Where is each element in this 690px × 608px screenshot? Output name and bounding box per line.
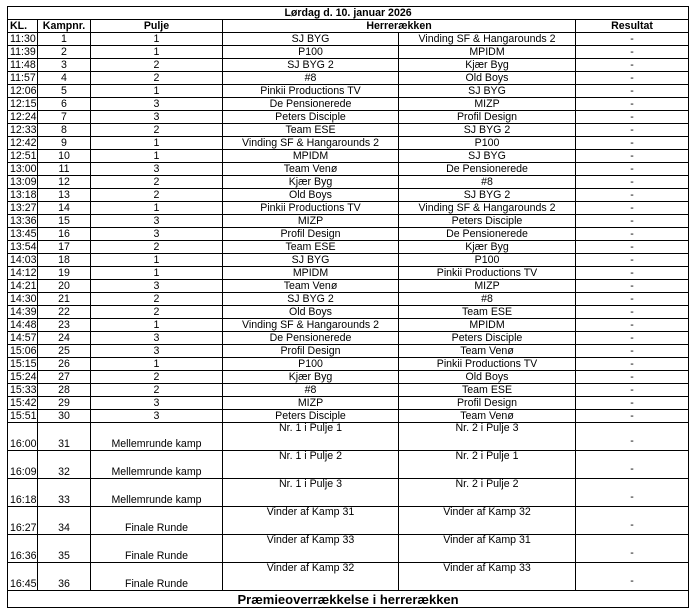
match-pool: 3	[91, 163, 223, 176]
match-result: -	[576, 163, 689, 176]
table-row	[8, 384, 689, 397]
home-team: Pinkii Productions TV	[223, 202, 399, 215]
match-pool: 2	[91, 371, 223, 384]
match-number: 36	[38, 563, 91, 591]
match-time: 13:09	[8, 176, 38, 189]
away-team: Old Boys	[399, 371, 576, 384]
table-row	[8, 176, 689, 189]
match-pool: 1	[91, 319, 223, 332]
match-pool: 2	[91, 124, 223, 137]
match-number: 13	[38, 189, 91, 202]
match-result: -	[576, 293, 689, 306]
home-team: Kjær Byg	[223, 371, 399, 384]
table-row	[8, 397, 689, 410]
home-team: #8	[223, 384, 399, 397]
match-result: -	[576, 451, 689, 479]
match-pool: 3	[91, 215, 223, 228]
match-time: 16:36	[8, 535, 38, 563]
match-pool: 3	[91, 410, 223, 423]
away-team: #8	[399, 176, 576, 189]
home-team: Nr. 1 i Pulje 2	[223, 451, 399, 479]
home-team: Vinding SF & Hangarounds 2	[223, 319, 399, 332]
table-row	[8, 293, 689, 306]
table-row	[8, 306, 689, 319]
match-pool: 3	[91, 98, 223, 111]
table-row	[8, 319, 689, 332]
match-result: -	[576, 358, 689, 371]
match-number: 10	[38, 150, 91, 163]
header-row	[8, 20, 689, 33]
away-team: SJ BYG	[399, 85, 576, 98]
match-time: 14:57	[8, 332, 38, 345]
home-team: Profil Design	[223, 228, 399, 241]
footer-row	[8, 591, 689, 608]
match-result: -	[576, 46, 689, 59]
away-team: P100	[399, 254, 576, 267]
match-time: 12:42	[8, 137, 38, 150]
home-team: Team ESE	[223, 124, 399, 137]
home-team: Old Boys	[223, 306, 399, 319]
match-result: -	[576, 319, 689, 332]
match-pool: 3	[91, 345, 223, 358]
match-number: 25	[38, 345, 91, 358]
match-pool: 1	[91, 254, 223, 267]
match-pool: 1	[91, 150, 223, 163]
col-header-division: Herrerækken	[223, 20, 576, 33]
home-team: Team Venø	[223, 280, 399, 293]
match-time: 15:33	[8, 384, 38, 397]
away-team: SJ BYG 2	[399, 124, 576, 137]
match-result: -	[576, 535, 689, 563]
away-team: Nr. 2 i Pulje 1	[399, 451, 576, 479]
match-pool: 2	[91, 59, 223, 72]
match-number: 32	[38, 451, 91, 479]
table-row	[8, 98, 689, 111]
table-row-knockout	[8, 535, 689, 563]
match-time: 13:36	[8, 215, 38, 228]
table-row	[8, 111, 689, 124]
match-time: 14:12	[8, 267, 38, 280]
match-result: -	[576, 563, 689, 591]
home-team: #8	[223, 72, 399, 85]
match-result: -	[576, 507, 689, 535]
page-title: Lørdag d. 10. januar 2026	[8, 7, 689, 20]
match-number: 16	[38, 228, 91, 241]
match-time: 16:27	[8, 507, 38, 535]
table-row	[8, 189, 689, 202]
match-number: 29	[38, 397, 91, 410]
match-pool: 2	[91, 293, 223, 306]
match-pool: 1	[91, 358, 223, 371]
match-pool: 2	[91, 189, 223, 202]
away-team: Vinding SF & Hangarounds 2	[399, 33, 576, 46]
match-result: -	[576, 228, 689, 241]
match-result: -	[576, 124, 689, 137]
away-team: Peters Disciple	[399, 332, 576, 345]
table-row	[8, 215, 689, 228]
match-time: 12:24	[8, 111, 38, 124]
match-number: 28	[38, 384, 91, 397]
match-time: 16:09	[8, 451, 38, 479]
table-row	[8, 241, 689, 254]
table-row	[8, 280, 689, 293]
match-result: -	[576, 72, 689, 85]
match-result: -	[576, 137, 689, 150]
match-time: 13:27	[8, 202, 38, 215]
away-team: Kjær Byg	[399, 241, 576, 254]
match-result: -	[576, 397, 689, 410]
match-stage: Finale Runde	[91, 563, 223, 591]
away-team: De Pensionerede	[399, 228, 576, 241]
match-result: -	[576, 98, 689, 111]
table-row	[8, 150, 689, 163]
match-result: -	[576, 85, 689, 98]
home-team: Peters Disciple	[223, 410, 399, 423]
away-team: Team ESE	[399, 384, 576, 397]
away-team: P100	[399, 137, 576, 150]
match-number: 1	[38, 33, 91, 46]
table-row-knockout	[8, 507, 689, 535]
away-team: Old Boys	[399, 72, 576, 85]
match-time: 13:00	[8, 163, 38, 176]
match-time: 14:03	[8, 254, 38, 267]
match-number: 26	[38, 358, 91, 371]
away-team: Profil Design	[399, 397, 576, 410]
home-team: SJ BYG 2	[223, 293, 399, 306]
match-stage: Finale Runde	[91, 535, 223, 563]
match-pool: 1	[91, 85, 223, 98]
home-team: Team Venø	[223, 163, 399, 176]
match-number: 4	[38, 72, 91, 85]
away-team: Team Venø	[399, 410, 576, 423]
home-team: MIZP	[223, 215, 399, 228]
home-team: SJ BYG 2	[223, 59, 399, 72]
match-result: -	[576, 150, 689, 163]
match-time: 14:30	[8, 293, 38, 306]
match-time: 16:18	[8, 479, 38, 507]
home-team: Team ESE	[223, 241, 399, 254]
table-row	[8, 332, 689, 345]
match-number: 7	[38, 111, 91, 124]
match-time: 12:06	[8, 85, 38, 98]
home-team: SJ BYG	[223, 254, 399, 267]
match-number: 14	[38, 202, 91, 215]
away-team: Vinder af Kamp 33	[399, 563, 576, 591]
away-team: Team Venø	[399, 345, 576, 358]
home-team: Vinding SF & Hangarounds 2	[223, 137, 399, 150]
table-row-knockout	[8, 451, 689, 479]
match-result: -	[576, 371, 689, 384]
away-team: MIZP	[399, 280, 576, 293]
match-result: -	[576, 267, 689, 280]
table-row	[8, 267, 689, 280]
match-pool: 1	[91, 33, 223, 46]
table-row	[8, 254, 689, 267]
away-team: Kjær Byg	[399, 59, 576, 72]
away-team: Vinding SF & Hangarounds 2	[399, 202, 576, 215]
match-pool: 1	[91, 137, 223, 150]
away-team: Profil Design	[399, 111, 576, 124]
away-team: Pinkii Productions TV	[399, 358, 576, 371]
match-number: 12	[38, 176, 91, 189]
col-header-pulje: Pulje	[91, 20, 223, 33]
away-team: MIZP	[399, 98, 576, 111]
table-row	[8, 33, 689, 46]
table-row	[8, 85, 689, 98]
schedule-table	[7, 6, 689, 608]
match-result: -	[576, 176, 689, 189]
table-row-knockout	[8, 479, 689, 507]
table-row	[8, 163, 689, 176]
home-team: P100	[223, 46, 399, 59]
match-time: 12:15	[8, 98, 38, 111]
match-time: 11:57	[8, 72, 38, 85]
home-team: Old Boys	[223, 189, 399, 202]
home-team: Pinkii Productions TV	[223, 85, 399, 98]
away-team: SJ BYG	[399, 150, 576, 163]
home-team: Vinder af Kamp 33	[223, 535, 399, 563]
table-row-knockout	[8, 563, 689, 591]
match-number: 31	[38, 423, 91, 451]
match-time: 15:15	[8, 358, 38, 371]
match-time: 16:00	[8, 423, 38, 451]
home-team: Kjær Byg	[223, 176, 399, 189]
away-team: #8	[399, 293, 576, 306]
table-row	[8, 59, 689, 72]
table-row	[8, 228, 689, 241]
match-number: 27	[38, 371, 91, 384]
match-pool: 1	[91, 46, 223, 59]
match-result: -	[576, 241, 689, 254]
away-team: Peters Disciple	[399, 215, 576, 228]
table-row	[8, 72, 689, 85]
match-pool: 2	[91, 241, 223, 254]
home-team: Nr. 1 i Pulje 3	[223, 479, 399, 507]
match-time: 14:48	[8, 319, 38, 332]
match-result: -	[576, 254, 689, 267]
match-result: -	[576, 384, 689, 397]
match-result: -	[576, 189, 689, 202]
col-header-kampnr: Kampnr.	[38, 20, 91, 33]
match-time: 13:18	[8, 189, 38, 202]
home-team: MPIDM	[223, 150, 399, 163]
match-time: 15:51	[8, 410, 38, 423]
match-number: 34	[38, 507, 91, 535]
table-row	[8, 202, 689, 215]
match-pool: 1	[91, 202, 223, 215]
match-number: 6	[38, 98, 91, 111]
match-number: 3	[38, 59, 91, 72]
match-stage: Mellemrunde kamp	[91, 451, 223, 479]
match-time: 15:06	[8, 345, 38, 358]
match-result: -	[576, 332, 689, 345]
match-time: 12:51	[8, 150, 38, 163]
match-number: 23	[38, 319, 91, 332]
match-number: 5	[38, 85, 91, 98]
home-team: SJ BYG	[223, 33, 399, 46]
home-team: De Pensionerede	[223, 98, 399, 111]
match-number: 17	[38, 241, 91, 254]
home-team: MIZP	[223, 397, 399, 410]
table-row	[8, 358, 689, 371]
away-team: Nr. 2 i Pulje 3	[399, 423, 576, 451]
match-time: 11:39	[8, 46, 38, 59]
match-result: -	[576, 33, 689, 46]
away-team: Pinkii Productions TV	[399, 267, 576, 280]
match-number: 20	[38, 280, 91, 293]
col-header-kl: KL.	[8, 20, 38, 33]
table-row	[8, 345, 689, 358]
match-pool: 1	[91, 267, 223, 280]
match-pool: 2	[91, 384, 223, 397]
match-number: 11	[38, 163, 91, 176]
away-team: MPIDM	[399, 46, 576, 59]
match-result: -	[576, 479, 689, 507]
match-result: -	[576, 306, 689, 319]
match-result: -	[576, 345, 689, 358]
match-time: 14:39	[8, 306, 38, 319]
table-row	[8, 137, 689, 150]
match-result: -	[576, 280, 689, 293]
away-team: Vinder af Kamp 32	[399, 507, 576, 535]
match-pool: 2	[91, 72, 223, 85]
match-pool: 2	[91, 306, 223, 319]
table-row-knockout	[8, 423, 689, 451]
match-pool: 3	[91, 332, 223, 345]
match-result: -	[576, 111, 689, 124]
match-pool: 3	[91, 111, 223, 124]
match-number: 24	[38, 332, 91, 345]
match-pool: 3	[91, 228, 223, 241]
match-time: 15:24	[8, 371, 38, 384]
match-pool: 3	[91, 280, 223, 293]
home-team: Vinder af Kamp 32	[223, 563, 399, 591]
match-time: 14:21	[8, 280, 38, 293]
match-result: -	[576, 59, 689, 72]
award-ceremony-label: Præmieoverrækkelse i herrerækken	[8, 591, 689, 608]
home-team: Peters Disciple	[223, 111, 399, 124]
col-header-resultat: Resultat	[576, 20, 689, 33]
match-time: 12:33	[8, 124, 38, 137]
match-time: 15:42	[8, 397, 38, 410]
home-team: P100	[223, 358, 399, 371]
match-pool: 2	[91, 176, 223, 189]
away-team: SJ BYG 2	[399, 189, 576, 202]
match-result: -	[576, 410, 689, 423]
away-team: Team ESE	[399, 306, 576, 319]
match-stage: Mellemrunde kamp	[91, 423, 223, 451]
match-number: 9	[38, 137, 91, 150]
away-team: MPIDM	[399, 319, 576, 332]
match-result: -	[576, 202, 689, 215]
match-number: 8	[38, 124, 91, 137]
match-number: 2	[38, 46, 91, 59]
table-row	[8, 124, 689, 137]
match-number: 18	[38, 254, 91, 267]
match-stage: Finale Runde	[91, 507, 223, 535]
match-number: 19	[38, 267, 91, 280]
match-number: 33	[38, 479, 91, 507]
away-team: Vinder af Kamp 31	[399, 535, 576, 563]
match-number: 30	[38, 410, 91, 423]
table-row	[8, 410, 689, 423]
home-team: Nr. 1 i Pulje 1	[223, 423, 399, 451]
away-team: De Pensionerede	[399, 163, 576, 176]
match-number: 22	[38, 306, 91, 319]
match-number: 15	[38, 215, 91, 228]
home-team: Vinder af Kamp 31	[223, 507, 399, 535]
match-number: 21	[38, 293, 91, 306]
match-time: 16:45	[8, 563, 38, 591]
match-time: 11:30	[8, 33, 38, 46]
match-stage: Mellemrunde kamp	[91, 479, 223, 507]
match-time: 13:54	[8, 241, 38, 254]
table-row	[8, 371, 689, 384]
home-team: MPIDM	[223, 267, 399, 280]
home-team: De Pensionerede	[223, 332, 399, 345]
match-pool: 3	[91, 397, 223, 410]
match-time: 11:48	[8, 59, 38, 72]
home-team: Profil Design	[223, 345, 399, 358]
match-result: -	[576, 215, 689, 228]
away-team: Nr. 2 i Pulje 2	[399, 479, 576, 507]
match-result: -	[576, 423, 689, 451]
title-row	[8, 7, 689, 20]
match-time: 13:45	[8, 228, 38, 241]
match-number: 35	[38, 535, 91, 563]
table-row	[8, 46, 689, 59]
